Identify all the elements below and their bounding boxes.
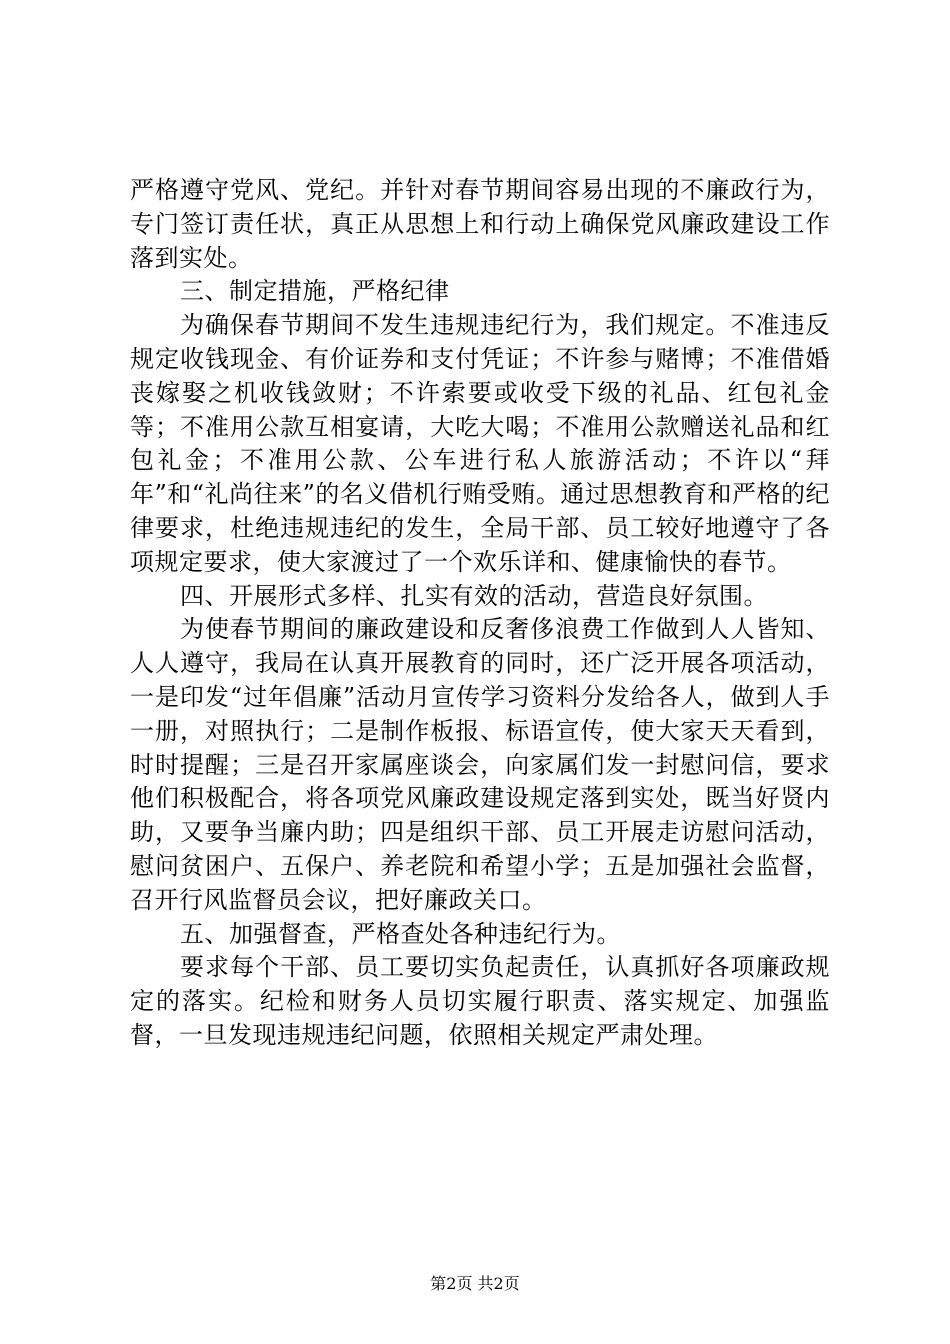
paragraph-discipline-rules: 为确保春节期间不发生违规违纪行为，我们规定。不准违反规定收钱现金、有价证券和支付凭证；不许参与赌博；不准借婚丧嫁娶之机收钱敛财；不许索要或收受下级的礼品、红包礼金等；不准用公款互相宴请，大吃大喝；不准用公款赠送礼品和红包礼金；不准用公款、公车进行私人旅游活动；不许以“拜年”和“礼尚往来”的名义借机行贿受贿。通过思想教育和严格的纪律要求，杜绝违规违纪的发生，全局干部、员工较好地遵守了各项规定要求，使大家渡过了一个欢乐详和、健康愉快的春节。 bbox=[130, 311, 830, 576]
paragraph-activities: 为使春节期间的廉政建设和反奢侈浪费工作做到人人皆知、人人遵守，我局在认真开展教育的同时，还广泛开展各项活动，一是印发“过年倡廉”活动月宣传学习资料分发给各人，做到人手一册，对照执行；二是制作板报、标语宣传，使大家天天看到，时时提醒；三是召开家属座谈会，向家属们发一封慰问信，要求他们积极配合，将各项党风廉政建设规定落到实处，既当好贤内助，又要争当廉内助；四是组织干部、员工开展走访慰问活动，慰问贫困户、五保户、养老院和希望小学；五是加强社会监督，召开行风监督员会议，把好廉政关口。 bbox=[130, 615, 830, 914]
section-heading-5: 五、加强督查，严格查处各种违纪行为。 bbox=[180, 919, 621, 948]
paragraph-supervision: 要求每个干部、员工要切实负起责任，认真抓好各项廉政规定的落实。纪检和财务人员切实履行职责、落实规定、加强监督，一旦发现违规违纪问题，依照相关规定严肃处理。 bbox=[130, 953, 830, 1049]
document-body bbox=[130, 174, 830, 1053]
section-heading-4: 四、开展形式多样、扎实有效的活动，营造良好氛围。 bbox=[180, 581, 768, 610]
section-heading-3: 三、制定措施，严格纪律 bbox=[180, 277, 450, 306]
page-footer bbox=[0, 1274, 950, 1294]
page-number-label: 第2页 共2页 bbox=[430, 1274, 520, 1293]
paragraph-continuation: 严格遵守党风、党纪。并针对春节期间容易出现的不廉政行为，专门签订责任状，真正从思想上和行动上确保党风廉政建设工作落到实处。 bbox=[130, 176, 830, 272]
